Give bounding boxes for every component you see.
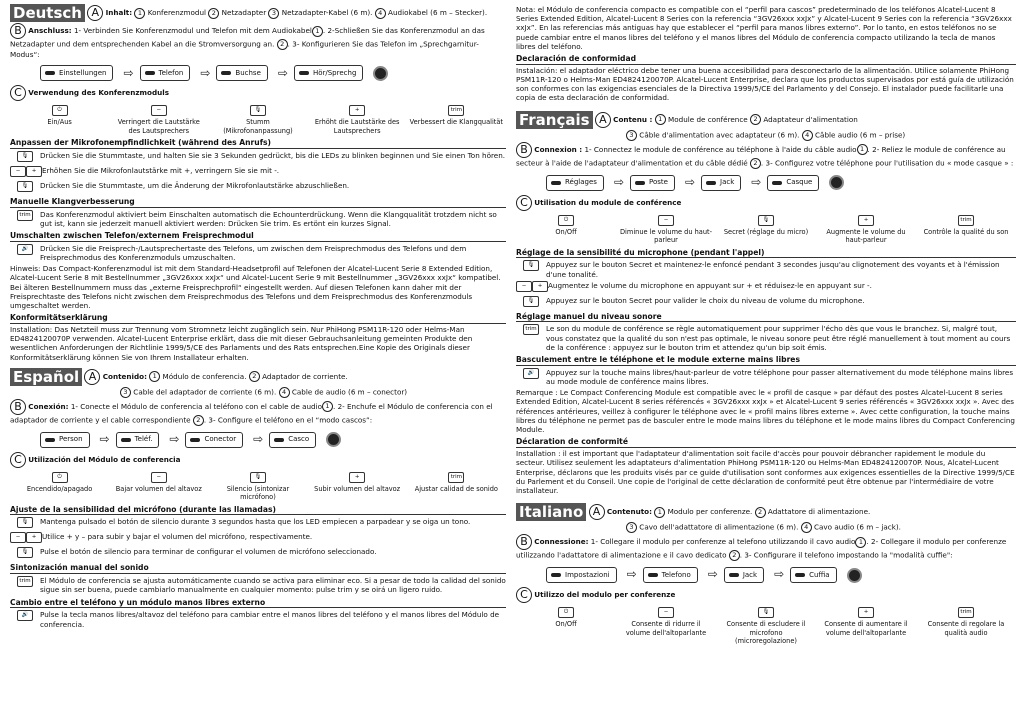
plus-key-icon: + (858, 607, 874, 618)
step-text: El Módulo de conferencia se ajusta automáticamente cuando se activa para eliminar eco. Si a pesar de todo la calidad del sonido sigue sin ser buena, puede cambiarlo manualmente en cualquier momento: pulse trim y se oirá un ligero ruido. (40, 576, 506, 595)
section-c-marker: C (10, 85, 26, 101)
section-b-marker: B (516, 534, 532, 550)
fr-mic-section-title: Réglage de la sensibilité du microphone (pendant l'appel) (516, 248, 1016, 259)
control-label: Bajar volumen del altavoz (115, 484, 202, 493)
es-connection-step2b: adaptador de corriente y el cable correspondiente (10, 415, 191, 425)
flow-label: Poste (649, 178, 668, 187)
es-conformity-title: Declaración de conformidad (516, 54, 1016, 65)
control-label: Verbessert die Klangqualität (409, 118, 504, 127)
item-2-marker: 2 (249, 371, 260, 382)
es-note: Nota: el Módulo de conferencia compacto es compatible con el “perfil para cascos” predeterminado de los teléfonos Alcatel-Lucent 8 Series Extended Edition, Alcatel-Lucent 8 Series con la referencia “3GV26xxx xxJx” y Alcatel-Lucent 9 Series con la referencia “3GV26xxx xxJx”. En las referencias más antiguas hay que establecer el “perfil para manos libres externo”. Por lo tanto, en estos teléfonos no se puede cambiar entre el manos libres del teléfono y el manos libres del Módulo de conferencia compacto utilizando la tecla de manos libres del teléfono. (516, 5, 1012, 51)
it-item-2: Adattatore di alimentazione. (767, 507, 871, 517)
arrow-right-icon: ⇨ (626, 567, 637, 582)
item-3-marker: 3 (268, 8, 279, 19)
arrow-right-icon: ⇨ (277, 65, 288, 80)
es-content-label: Contenido: (102, 371, 147, 381)
item-1-marker: 1 (654, 507, 665, 518)
fr-connection-step2: . 2- Reliez le module de conférence au (867, 144, 1006, 154)
es-sound-section-title: Sintonización manual del sonido (10, 563, 506, 574)
flow-step (724, 567, 764, 583)
trim-key-icon: trim (958, 215, 974, 226)
flow-step (701, 175, 741, 191)
it-item-3: Cavo dell'adattatore di alimentazione (6 m). (639, 522, 799, 532)
fr-switch-step (516, 368, 1016, 386)
control-label: Encendido/apagado (26, 484, 93, 493)
ref-1: 1 (855, 537, 866, 548)
de-connection-step2: . 2-Schließen Sie das Konferenzmodul an das (322, 26, 485, 35)
fr-menu-flow (546, 175, 1016, 191)
flow-label: Cuffia (809, 570, 830, 579)
power-key-icon: ⏻ (558, 607, 574, 618)
es-switch-step (10, 610, 506, 628)
de-usage-label: Verwendung des Konferenzmoduls (28, 88, 169, 98)
section-a-marker: A (589, 504, 605, 520)
step-text: Pulse el botón de silencio para terminar de configurar el volumen de micrófono seleccionado. (40, 547, 377, 557)
fr-mic-step-2 (516, 281, 1016, 294)
fr-switch-section-title: Basculement entre le téléphone et le module externe mains libres (516, 355, 1016, 366)
control-label: Stumm (Mikrofonanpassung) (223, 118, 293, 135)
es-controls (10, 472, 506, 502)
control-trim (409, 105, 504, 135)
arrow-right-icon: ⇨ (684, 175, 696, 189)
power-key-icon: ⏻ (558, 215, 574, 226)
step-text: Drücken Sie die Stummtaste, um die Änderung der Mikrofonlautstärke abzuschließen. (40, 180, 350, 190)
control-volume-down (111, 472, 206, 502)
section-b-marker: B (516, 142, 532, 158)
de-switch-section-title: Umschalten zwischen Telefon/externem Freisprechmodul (10, 231, 506, 242)
es-conformity-text: Instalación: el adaptador eléctrico debe tener una buena accesibilidad para desconectarlo de la alimentación. Utilice solamente PhiHong PSM11R-120 o Helms-Man ED4824120070P. Alcatel-Lucent Enterprise, declara que los productos supervisados por está guía de utilización son conformes con las exigencias esenciales de la Directiva 1999/5/CE del Parlamento y del Consejo. El instalador puede facilitarle una copia de esta declaración de conformidad. (516, 65, 1014, 103)
item-4-marker: 4 (279, 387, 290, 398)
fr-sound-section-title: Réglage manuel du niveau sonore (516, 312, 1016, 323)
right-column (516, 4, 1016, 720)
power-key-icon: ⏻ (52, 472, 68, 483)
trim-key-icon: trim (958, 607, 974, 618)
section-c-marker: C (10, 452, 26, 468)
item-1-marker: 1 (655, 114, 666, 125)
trim-key-icon: trim (448, 105, 464, 116)
flow-label: Impostazioni (565, 570, 610, 579)
it-content-line (516, 503, 1016, 521)
control-volume-up (819, 215, 914, 245)
section-a-marker: A (87, 5, 103, 21)
flow-step (140, 65, 191, 81)
flow-label: Einstellungen (59, 68, 107, 77)
es-item-2: Adaptador de corriente. (262, 371, 348, 381)
fr-mic-step-1 (516, 260, 1016, 278)
flow-step (790, 567, 836, 583)
plus-key-icon: + (26, 532, 42, 543)
item-3-marker: 3 (120, 387, 131, 398)
step-text: Appuyez sur le bouton Secret pour valider le choix du niveau de volume du microphone. (546, 295, 865, 305)
flow-label: Jack (742, 570, 758, 579)
flow-step (767, 175, 819, 191)
flow-step (546, 175, 604, 191)
arrow-right-icon: ⇨ (253, 432, 264, 447)
flow-label: Teléf. (134, 435, 153, 444)
control-mute (210, 472, 305, 502)
flow-label: Casco (288, 435, 310, 444)
step-text: Das Konferenzmodul aktiviert beim Einschalten automatisch die Echounterdrückung. Wenn die Klangqualität trotzdem nicht so gut ist, kann sie jederzeit manuell aktiviert werden: Drücken Sie trim. Es ertönt ein kurzes Signal. (40, 209, 497, 228)
step-text: Le son du module de conférence se règle automatiquement pour supprimer l'écho dès que vous le branchez. Si, malgré tout, vous constatez que la qualité du son n'est pas optimale, le niveau sonore peut être réglé manuellement à tout moment au cours de la conférence : appuyez sur le bouton trim et attendez qu'un bip soit émis. (546, 324, 1011, 352)
plus-key-icon: + (349, 472, 365, 483)
fr-language-title: Français (516, 111, 593, 129)
minus-key-icon: − (658, 607, 674, 618)
control-label: On/Off (555, 620, 577, 629)
de-mic-section-title: Anpassen der Mikrofonempfindlichkeit (während des Anrufs) (10, 138, 506, 149)
control-mute (719, 215, 814, 245)
es-item-3: Cable del adaptador de corriente (6 m). (133, 387, 277, 397)
flow-label: Hör/Sprechg (312, 68, 357, 77)
plus-key-icon: + (532, 281, 548, 292)
step-text: Erhöhen Sie die Mikrofonlautstärke mit +, verringern Sie sie mit -. (42, 165, 280, 175)
trim-key-icon: trim (17, 210, 33, 221)
left-column (10, 4, 506, 720)
fr-conformity-title: Déclaration de conformité (516, 437, 1016, 448)
control-power (519, 215, 614, 245)
section-b-marker: B (10, 23, 26, 39)
control-label: Ajustar calidad de sonido (414, 484, 498, 493)
step-text: Appuyez sur le bouton Secret et maintenez-le enfoncé pendant 3 secondes jusqu'au clignotement des voyants et à l'émission d'une tonalité. (546, 260, 1000, 279)
de-mic-step-1 (10, 151, 506, 164)
fr-item-3: Câble d'alimentation avec adaptateur (6 m). (639, 130, 800, 140)
it-item-4: Cavo audio (6 m – jack). (813, 522, 901, 532)
step-text: Pulse la tecla manos libres/altavoz del teléfono para cambiar entre el manos libres del teléfono y el manos libres del Módulo de conferencia. (40, 610, 500, 629)
control-label: Consente di regolare la qualità audio (927, 620, 1005, 637)
es-connection-step1: 1- Conecte el Módulo de conferencia al teléfono con el cable de audio (70, 401, 322, 411)
ref-2: 2 (193, 415, 204, 426)
section-a-marker: A (595, 112, 611, 128)
de-mic-step-3 (10, 181, 506, 194)
item-3-marker: 3 (626, 522, 637, 533)
control-label: Contrôle la qualité du son (923, 227, 1009, 236)
it-content-label: Contenuto: (606, 507, 652, 517)
control-label: Augmente le volume du haut-parleur (826, 227, 906, 245)
control-volume-up (819, 607, 914, 645)
es-content-line (10, 368, 506, 386)
es-switch-section-title: Cambio entre el teléfono y un módulo manos libres externo (10, 598, 506, 609)
it-content-line2 (626, 522, 1016, 533)
es-menu-flow (40, 432, 506, 448)
item-2-marker: 2 (208, 8, 219, 19)
it-usage-title (516, 587, 1016, 603)
control-label: On/Off (555, 227, 577, 236)
fr-sound-step (516, 324, 1016, 352)
ok-button-icon (326, 432, 341, 447)
flow-step (216, 65, 267, 81)
control-label: Consente di ridurre il volume dell'altoparlante (625, 620, 707, 637)
es-usage-title (10, 452, 506, 468)
mute-key-icon: 🎙 (17, 517, 33, 528)
es-usage-label: Utilización del Módulo de conferencia (28, 454, 181, 464)
flow-label: Person (59, 435, 83, 444)
fr-connection-step2b: secteur à l'aide de l'adaptateur d'alimentation et du câble dédié (516, 158, 748, 168)
de-connection-step3: . 3- Konfigurieren Sie das Telefon im „Sprechgarnitur-Modus“: (10, 39, 479, 59)
control-power (12, 472, 107, 502)
flow-step (40, 65, 113, 81)
arrow-right-icon: ⇨ (613, 175, 624, 189)
arrow-right-icon: ⇨ (99, 432, 110, 447)
arrow-right-icon: ⇨ (751, 175, 762, 189)
plus-key-icon: + (858, 215, 874, 226)
it-usage-label: Utilizzo del modulo per conferenze (534, 590, 676, 600)
flow-step (294, 65, 363, 81)
fr-content-label: Contenu : (613, 114, 653, 124)
control-volume-up (310, 105, 405, 135)
es-mic-section-title: Ajuste de la sensibilidad del micrófono (durante las llamadas) (10, 505, 506, 516)
control-label: Consente di aumentare il volume dell'altoparlante (824, 620, 908, 637)
it-connection-step3: . 3- Configurare il telefono impostando la "modalità cuffie": (739, 550, 953, 560)
ref-2: 2 (729, 550, 740, 561)
fr-usage-label: Utilisation du module de conférence (534, 197, 682, 207)
fr-connection-step3: . 3- Configurez votre téléphone pour l'utilisation du « mode casque » : (760, 158, 1014, 168)
minus-key-icon: − (10, 532, 26, 543)
fr-item-4: Câble audio (6 m – prise) (815, 130, 906, 140)
power-key-icon: ⏻ (52, 105, 68, 116)
flow-label: Réglages (565, 178, 597, 187)
fr-note: Remarque : Le Compact Conferencing Module est compatible avec le « profil de casque » par défaut des postes Alcatel-Lucent 8 series Extended Edition, Alcatel-Lucent 8 series référencés « 3GV26xxx xxJx » et Alcatel-Lucent 9 series référencés « 3GV26xxx xxJx ». Avec des références antérieures, veillez à configurer le téléphone avec le « profil mains libres externe ». Avec cette configuration, la touche mains libres du téléphone ne permet pas de basculer entre le mode mains libres du téléphone et le mode mains libres du Compact Conferencing Module. (516, 388, 1015, 435)
handsfree-key-icon: 🔊 (523, 368, 539, 379)
fr-item-1: Module de conférence (668, 114, 748, 124)
step-text: Appuyez sur la touche mains libres/haut-parleur de votre téléphone pour passer alternativement du mode téléphone mains libres au mode module de conférence mains libres. (546, 367, 1014, 387)
ok-button-icon (847, 568, 862, 583)
control-volume-down (619, 215, 714, 245)
section-c-marker: C (516, 195, 532, 211)
control-power (519, 607, 614, 645)
es-connection-step3: . 3- Configure el teléfono en el “modo cascos”: (203, 415, 373, 425)
handsfree-key-icon: 🔊 (17, 610, 33, 621)
handsfree-key-icon: 🔊 (17, 244, 33, 255)
flow-label: Conector (204, 435, 237, 444)
flow-label: Casque (786, 178, 813, 187)
control-label: Ein/Aus (47, 118, 72, 127)
minus-key-icon: − (658, 215, 674, 226)
control-trim (919, 607, 1014, 645)
trim-key-icon: trim (448, 472, 464, 483)
fr-content-line (516, 111, 1016, 129)
control-label: Verringert die Lautstärke des Lautsprechers (117, 118, 200, 135)
it-connection (516, 534, 1016, 561)
flow-step (546, 567, 617, 583)
ok-button-icon (829, 175, 844, 190)
control-label: Erhöht die Lautstärke des Lautsprechers (314, 118, 400, 135)
item-1-marker: 1 (134, 8, 145, 19)
de-item-4: Audiokabel (6 m – Stecker). (388, 8, 488, 17)
es-connection-label: Conexión: (28, 401, 69, 411)
minus-key-icon: − (151, 105, 167, 116)
item-3-marker: 3 (626, 130, 637, 141)
ref-1: 1 (312, 26, 323, 37)
fr-connection (516, 142, 1016, 169)
step-text: Utilice + y – para subir y bajar el volumen del micrófono, respectivamente. (42, 532, 313, 542)
fr-connection-step1: 1- Connectez le module de conférence au téléphone à l'aide du câble audio (584, 144, 857, 154)
de-note: Hinweis: Das Compact-Konferenzmodul ist mit dem Standard-Headsetprofil auf Telefonen der Alcatel-Lucent Serie 8 Extended Edition, Alcatel-Lucent Serie 8 mit Bestellnummer „3GV26xxx xxJx“ und Alcatel-Lucent Serie 9 mit Bestellnummer „3GV26xxx xxJx“ kompatibel. Bei älteren Bestellnummern muss das „externe Freisprechprofil“ eingestellt werden. Auf diesen Telefonen kann daher mit der Freisprechtaste des Telefons nicht zwischen dem Freisprechmodus des Telefons und dem Freisprechmodus des Konferenzmoduls umgeschaltet werden. (10, 264, 501, 310)
mute-key-icon: 🎙 (758, 607, 774, 618)
it-item-1: Modulo per conferenze. (667, 507, 753, 517)
section-c-marker: C (516, 587, 532, 603)
de-usage-title (10, 85, 506, 101)
flow-step (269, 432, 316, 448)
it-controls (516, 607, 1016, 645)
mute-key-icon: 🎙 (250, 105, 266, 116)
flow-step (40, 432, 90, 448)
es-item-4: Cable de audio (6 m – conector) (291, 387, 408, 397)
de-item-2: Netzadapter (221, 8, 267, 17)
mute-key-icon: 🎙 (17, 181, 33, 192)
item-1-marker: 1 (149, 371, 160, 382)
trim-key-icon: trim (17, 576, 33, 587)
mute-key-icon: 🎙 (523, 260, 539, 271)
section-b-marker: B (10, 399, 26, 415)
fr-connection-label: Connexion : (534, 144, 583, 154)
es-content-line2 (120, 387, 506, 398)
arrow-right-icon: ⇨ (707, 567, 718, 582)
control-volume-up (310, 472, 405, 502)
de-sound-section-title: Manuelle Klangverbesserung (10, 197, 506, 208)
minus-key-icon: − (151, 472, 167, 483)
flow-step (116, 432, 160, 448)
mute-key-icon: 🎙 (523, 296, 539, 307)
arrow-right-icon: ⇨ (169, 432, 180, 447)
de-content-label: Inhalt: (105, 8, 133, 17)
it-connection-step1: 1- Collegare il modulo per conferenze al telefono utilizzando il cavo audio (590, 537, 856, 547)
de-item-1: Konferenzmodul (147, 8, 207, 17)
de-connection-step2b: Netzadapter und dem entsprechenden Kabel an die Stromversorgung an. (10, 39, 275, 49)
flow-label: Buchse (235, 68, 261, 77)
step-text: Drücken Sie die Freisprech-/Lautsprechertaste des Telefons, um zwischen dem Freisprechmodus des Telefons und dem Freisprechmodus des Konferenzmoduls umzuschalten. (40, 243, 467, 262)
item-4-marker: 4 (801, 522, 812, 533)
es-connection (10, 399, 506, 426)
mute-key-icon: 🎙 (250, 472, 266, 483)
flow-step (630, 175, 675, 191)
ref-1: 1 (857, 144, 868, 155)
arrow-right-icon: ⇨ (123, 65, 134, 80)
control-label: Silencio (sintonizar micrófono) (226, 484, 290, 502)
arrow-right-icon: ⇨ (774, 567, 785, 582)
de-item-3: Netzadapter-Kabel (6 m). (281, 8, 373, 17)
fr-content-line2 (626, 130, 1016, 141)
es-mic-step-1 (10, 517, 506, 530)
es-mic-step-3 (10, 547, 506, 560)
control-trim (919, 215, 1014, 245)
control-label: Diminue le volume du haut-parleur (619, 227, 712, 245)
mute-key-icon: 🎙 (17, 151, 33, 162)
control-label: Secret (réglage du micro) (723, 227, 809, 236)
item-2-marker: 2 (750, 114, 761, 125)
control-label: Subir volumen del altavoz (314, 484, 401, 493)
it-connection-step2: . 2- Collegare il modulo per conferenze (866, 537, 1007, 547)
it-connection-label: Connessione: (534, 537, 589, 547)
flow-label: Telefono (661, 570, 691, 579)
es-mic-step-2 (10, 532, 506, 545)
step-text: Mantenga pulsado el botón de silencio durante 3 segundos hasta que los LED empiecen a parpadear y se oiga un tono. (40, 517, 471, 527)
de-menu-flow (40, 65, 506, 81)
de-sound-step (10, 210, 506, 228)
flow-step (643, 567, 698, 583)
control-label: Consente di escludere il microfono (microregolazione) (726, 620, 806, 646)
it-language-title: Italiano (516, 503, 586, 521)
de-connection (10, 23, 506, 59)
plus-key-icon: + (349, 105, 365, 116)
flow-step (185, 432, 243, 448)
fr-item-2: Adaptateur d'alimentation (763, 114, 858, 124)
es-item-1: Módulo de conferencia. (162, 371, 247, 381)
ref-1: 1 (322, 401, 333, 412)
de-connection-label: Anschluss: (28, 26, 72, 35)
item-4-marker: 4 (375, 8, 386, 19)
section-a-marker: A (84, 369, 100, 385)
arrow-right-icon: ⇨ (200, 65, 211, 80)
control-trim (409, 472, 504, 502)
control-mute (210, 105, 305, 135)
step-text: Augmentez le volume du microphone en appuyant sur + et réduisez-le en appuyant sur -. (548, 280, 872, 290)
fr-controls (516, 215, 1016, 245)
ref-2: 2 (750, 158, 761, 169)
step-text: Drücken Sie die Stummtaste, und halten Sie sie 3 Sekunden gedrückt, bis die LEDs zu blinken beginnen und Sie einen Ton hören. (40, 150, 506, 160)
control-mute (719, 607, 814, 645)
de-content-line (10, 4, 506, 22)
fr-mic-step-3 (516, 296, 1016, 309)
de-connection-step1: 1- Verbinden Sie Konferenzmodul und Telefon mit dem Audiokabel (73, 26, 312, 35)
flow-label: Telefon (158, 68, 184, 77)
it-menu-flow (546, 567, 1016, 583)
de-conformity-title: Konformitätserklärung (10, 313, 506, 324)
control-power (12, 105, 107, 135)
control-volume-down (111, 105, 206, 135)
mute-key-icon: 🎙 (758, 215, 774, 226)
item-4-marker: 4 (802, 130, 813, 141)
es-language-title: Español (10, 368, 82, 386)
de-controls (10, 105, 506, 135)
ok-button-icon (373, 66, 388, 81)
es-connection-step2: . 2- Enchufe el Módulo de conferencia con el (333, 401, 493, 411)
trim-key-icon: trim (523, 324, 539, 335)
plus-key-icon: + (26, 166, 42, 177)
minus-key-icon: − (10, 166, 26, 177)
de-conformity-text: Installation: Das Netzteil muss zur Trennung vom Stromnetz leicht zugänglich sein. Nur PhiHong PSM11R-120 oder Helms-Man ED4824120070P verwenden. Alcatel-Lucent Enterprise erklärt, dass die mit dieser Gebrauchsanleitung gemeinten Produkte den wesentlichen Anforderungen der Richtlinie 1999/5/CE des Parlaments und des Rats entsprechen.Eine Kopie des Originals dieser Konformitätserklärung können Sie von Ihrem Installateur erhalten. (10, 324, 473, 362)
it-connection-step2b: utilizzando l'adattatore di alimentazione e il cavo dedicato (516, 550, 727, 560)
de-mic-step-2 (10, 166, 506, 179)
item-2-marker: 2 (755, 507, 766, 518)
de-switch-step (10, 244, 506, 262)
ref-2: 2 (277, 39, 288, 50)
de-language-title: Deutsch (10, 4, 85, 22)
es-sound-step (10, 576, 506, 594)
flow-label: Jack (720, 178, 735, 187)
fr-conformity-text: Installation : il est important que l'adaptateur d'alimentation soit facile d'accès pour pouvoir débrancher rapidement le module du secteur. Utilisez seulement les adaptateurs d'alimentation PhiHong PSM11R-120 ou Helms-Man ED4824120070P. Nous, Alcatel-Lucent Enterprise, déclarons que les produits visés par ce guide d'utilisation sont conformes aux exigences essentielles de la Directive 1999/5/CE du Parlement et du Conseil. Une copie de l'original de cette déclaration de conformité peut être obtenue par l'intermédiaire de votre installateur. (516, 449, 1015, 495)
minus-key-icon: − (516, 281, 532, 292)
control-volume-down (619, 607, 714, 645)
mute-key-icon: 🎙 (17, 547, 33, 558)
fr-usage-title (516, 195, 1016, 211)
